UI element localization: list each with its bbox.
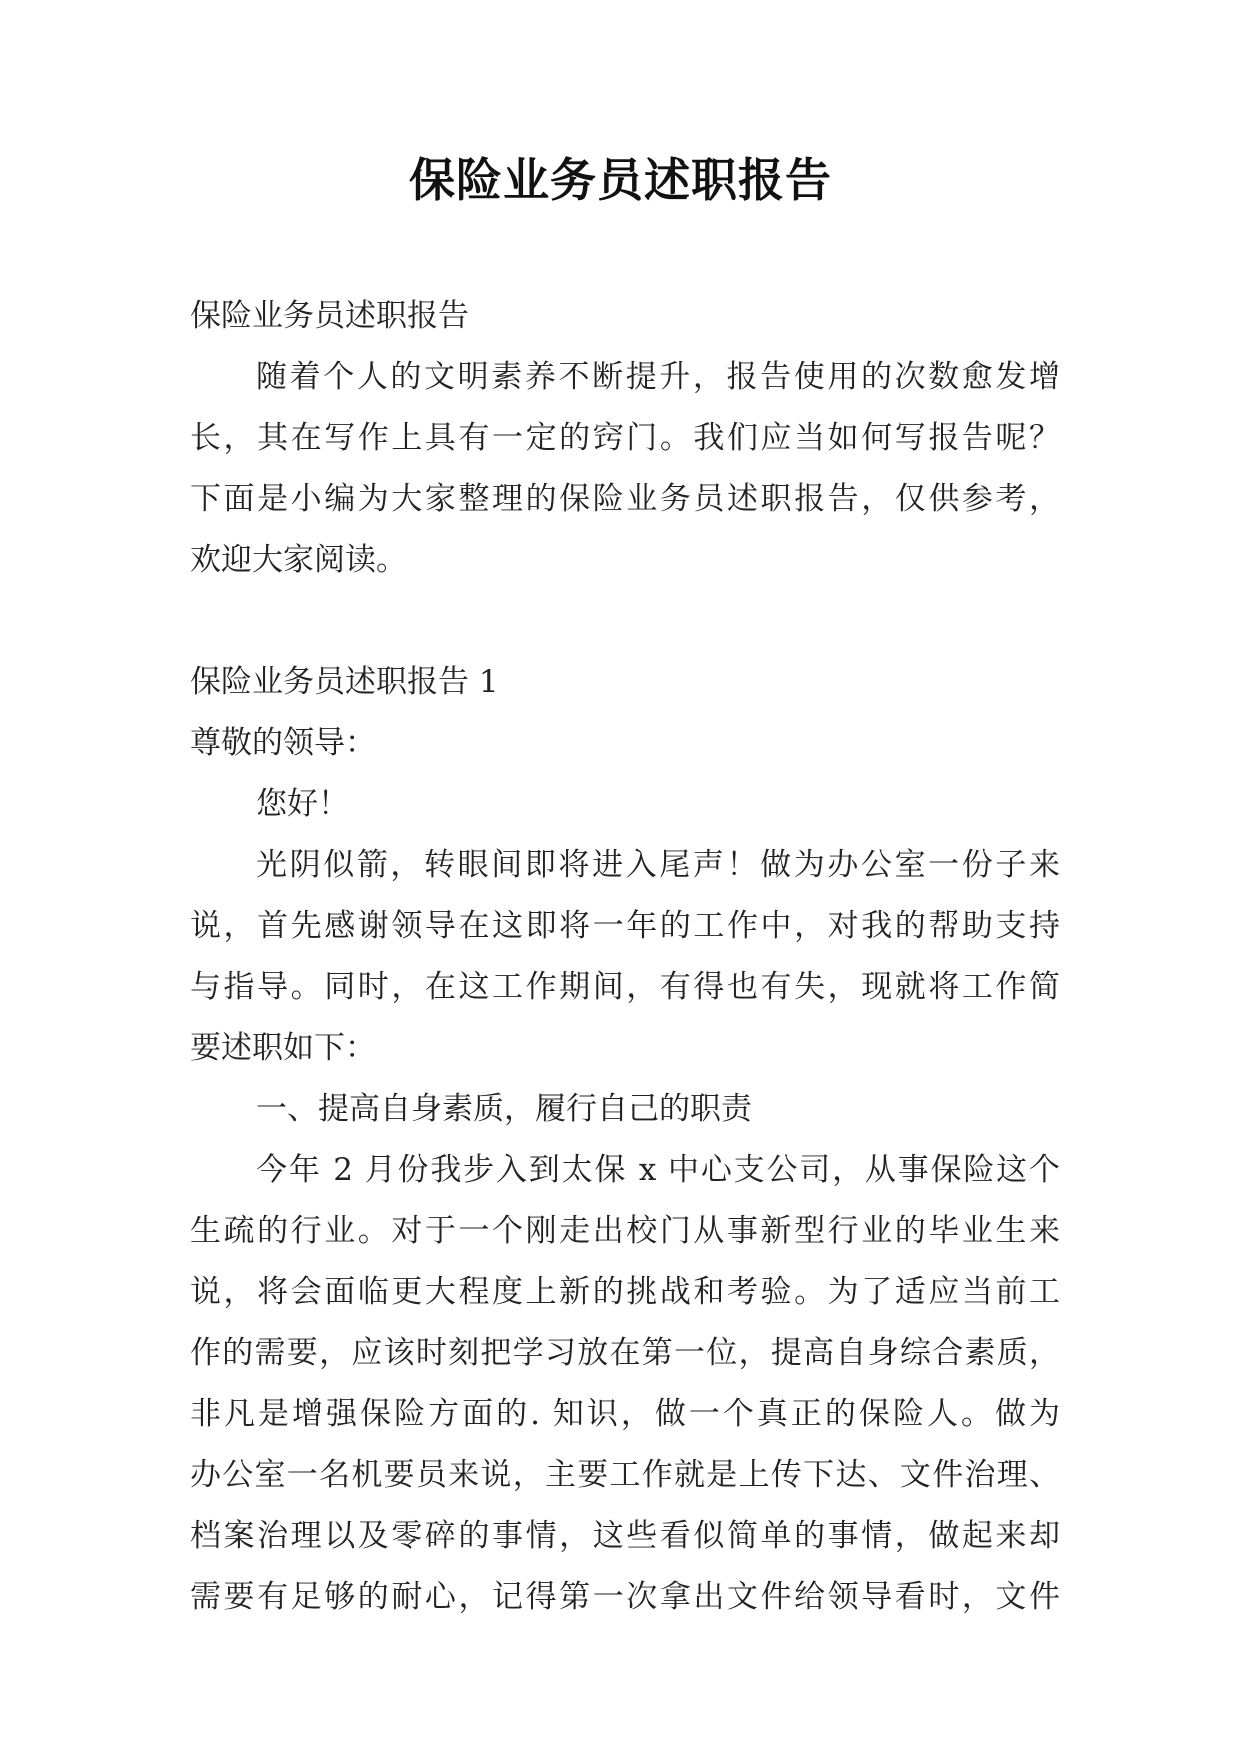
paragraph-line: 需要有足够的耐心，记得第一次拿出文件给领导看时，文件: [190, 1579, 1060, 1615]
paragraph-line: 长，其在写作上具有一定的窍门。我们应当如何写报告呢？: [190, 420, 1060, 456]
paragraph-line: 随着个人的文明素养不断提升，报告使用的次数愈发增: [256, 359, 1060, 395]
paragraph-line: 档案治理以及零碎的事情，这些看似简单的事情，做起来却: [190, 1518, 1060, 1554]
paragraph-line: 要述职如下：: [190, 1030, 376, 1066]
salutation: 尊敬的领导：: [190, 725, 376, 761]
paragraph-line: 下面是小编为大家整理的保险业务员述职报告，仅供参考，: [190, 481, 1060, 517]
paragraph-line: 今年 2 月份我步入到太保 x 中心支公司，从事保险这个: [256, 1152, 1060, 1188]
paragraph-line: 与指导。同时，在这工作期间，有得也有失，现就将工作简: [190, 969, 1060, 1005]
paragraph-line: 说，将会面临更大程度上新的挑战和考验。为了适应当前工: [190, 1274, 1060, 1310]
document-title: 保险业务员述职报告: [409, 153, 832, 207]
paragraph-line: 生疏的行业。对于一个刚走出校门从事新型行业的毕业生来: [190, 1213, 1060, 1249]
paragraph-heading: 保险业务员述职报告: [190, 298, 469, 334]
section-heading: 保险业务员述职报告 1: [190, 664, 499, 700]
paragraph-line: 办公室一名机要员来说，主要工作就是上传下达、文件治理、: [190, 1457, 1060, 1493]
paragraph-line: 光阴似箭，转眼间即将进入尾声！做为办公室一份子来: [256, 847, 1060, 883]
subsection-heading: 一、提高自身素质，履行自己的职责: [256, 1091, 752, 1127]
greeting: 您好！: [256, 786, 349, 822]
paragraph-line: 说，首先感谢领导在这即将一年的工作中，对我的帮助支持: [190, 908, 1060, 944]
paragraph-line: 欢迎大家阅读。: [190, 542, 407, 578]
paragraph-line: 作的需要，应该时刻把学习放在第一位，提高自身综合素质，: [190, 1335, 1060, 1371]
document-body: [190, 286, 1060, 1628]
blank-line: [190, 591, 1060, 652]
paragraph-line: 非凡是增强保险方面的. 知识，做一个真正的保险人。做为: [190, 1396, 1060, 1432]
